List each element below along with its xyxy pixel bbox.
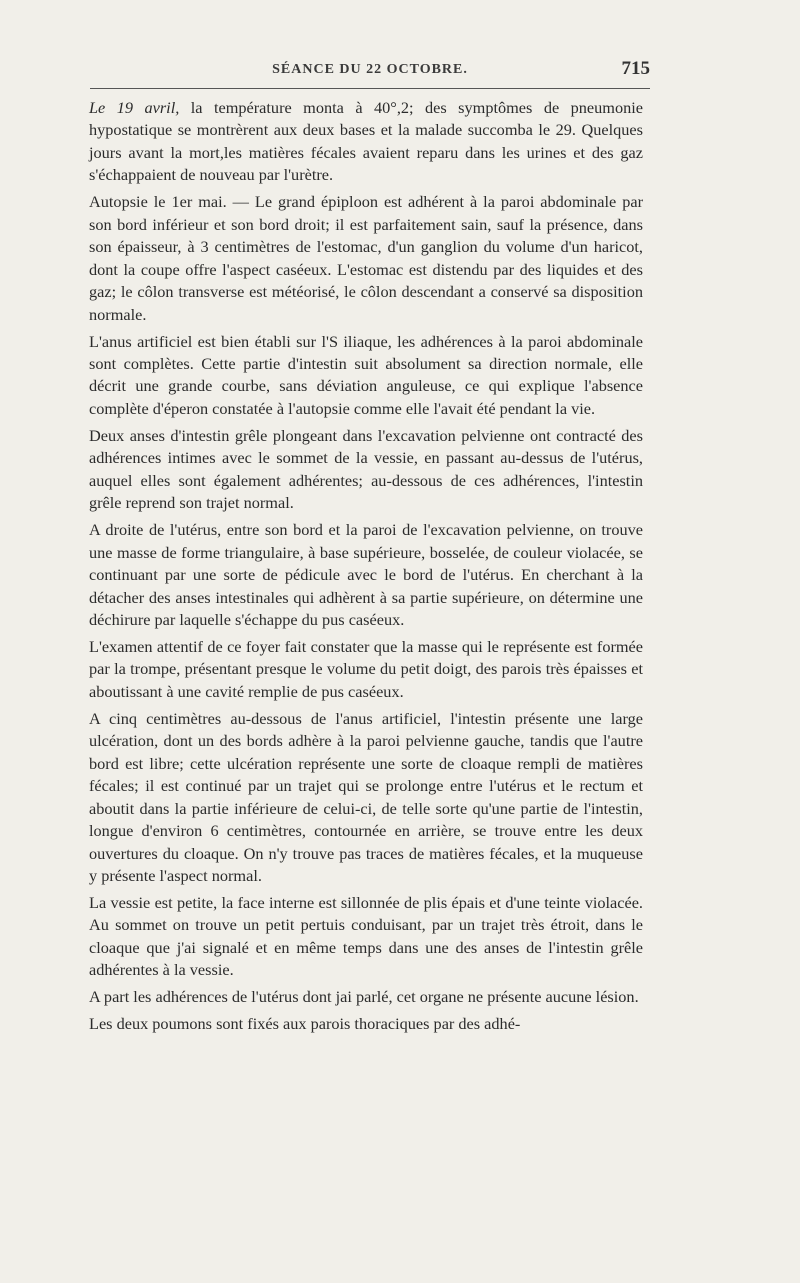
paragraph-text: La vessie est petite, la face interne est sillonnée de plis épais et d'une teinte violacée. Au sommet on trouve un petit pertuis conduisant, par un trajet très étroit, dans le cloaque que j'ai signalé et en même temps dans une des anses de l'intestin grêle adhérentes à la vessie.	[89, 892, 643, 980]
paragraph	[89, 425, 643, 515]
running-title: SÉANCE DU 22 OCTOBRE.	[272, 62, 468, 77]
paragraph	[89, 331, 643, 421]
paragraph-text: L'anus artificiel est bien établi sur l'S iliaque, les adhérences à la paroi abdominale sont complètes. Cette partie d'intestin suit absolument sa direction normale, elle décrit une grande courbe, sans déviation anguleuse, ce qui explique l'absence complète d'éperon constatée à l'autopsie comme elle l'avait été pendant la vie.	[89, 331, 643, 418]
paragraph	[89, 708, 643, 888]
paragraph	[89, 986, 643, 1008]
paragraph-text: A part les adhérences de l'utérus dont jai parlé, cet organe ne présente aucune lésion.	[89, 987, 639, 1007]
running-header	[90, 56, 650, 84]
paragraph-text: L'examen attentif de ce foyer fait constater que la masse qui le représente est formée par la trompe, présentant presque le volume du petit doigt, des parois très épaisses et aboutissant à une cavité remplie de pus caséeux.	[89, 636, 643, 701]
paragraph-date-lead: Le 19 avril,	[89, 98, 180, 117]
header-rule	[90, 88, 650, 89]
paragraph	[89, 191, 643, 326]
paragraph-text: A cinq centimètres au-dessous de l'anus artificiel, l'intestin présente une large ulcération, dont un des bords adhère à la paroi pelvienne gauche, tandis que l'autre bord est libre; cette ulcération représente une sorte de cloaque rempli de matières fécales; il est continué par un trajet qui se prolonge entre l'utérus et le rectum et aboutit dans la partie inférieure de celui-ci, de telle sorte qu'une partie de l'intestin, longue d'environ 6 centimètres, contournée en arrière, se trouve entre les deux ouvertures du cloaque. On n'y trouve pas traces de matières fécales, et la muqueuse y présente l'aspect normal.	[89, 708, 643, 885]
paragraph	[89, 97, 643, 187]
paragraph	[89, 519, 643, 631]
paragraph-text: la température monta à 40°,2; des symptômes de pneumonie hypostatique se montrèrent aux deux bases et la malade succomba le 29. Quelques jours avant la mort,les matières fécales avaient reparu dans les urines et des gaz s'échappaient de nouveau par l'urètre.	[89, 98, 643, 185]
paragraph	[89, 1013, 643, 1035]
paragraph-text: Deux anses d'intestin grêle plongeant dans l'excavation pelvienne ont contracté des adhérences intimes avec le sommet de la vessie, en passant au-dessus de l'utérus, auquel elles sont également adhérentes; au-dessous de ces adhérences, l'intestin grêle reprend son trajet normal.	[89, 425, 643, 513]
page-number: 715	[621, 58, 650, 79]
paragraph	[89, 636, 643, 703]
paragraph-text: Autopsie le 1er mai. — Le grand épiploon est adhérent à la paroi abdominale par son bord inférieur et son bord droit; il est parfaitement sain, sauf la présence, dans son épaisseur, à 3 centimètres de l'estomac, d'un ganglion du volume d'un haricot, dont la coupe offre l'aspect caséeux. L'estomac est distendu par des liquides et des gaz; le côlon transverse est météorisé, le côlon descendant a conservé sa disposition normale.	[89, 192, 643, 324]
paragraph	[89, 892, 643, 982]
body-text	[89, 97, 643, 1036]
paragraph-text: Les deux poumons sont fixés aux parois thoraciques par des adhé-	[89, 1014, 521, 1034]
paragraph-text: A droite de l'utérus, entre son bord et la paroi de l'excavation pelvienne, on trouve une masse de forme triangulaire, à base supérieure, bosselée, de couleur violacée, se continuant par une sorte de pédicule avec le bord de l'utérus. En cherchant à la détacher des anses intestinales qui adhèrent à sa partie supérieure, on détermine une déchirure par laquelle s'échappe du pus caséeux.	[89, 520, 643, 629]
